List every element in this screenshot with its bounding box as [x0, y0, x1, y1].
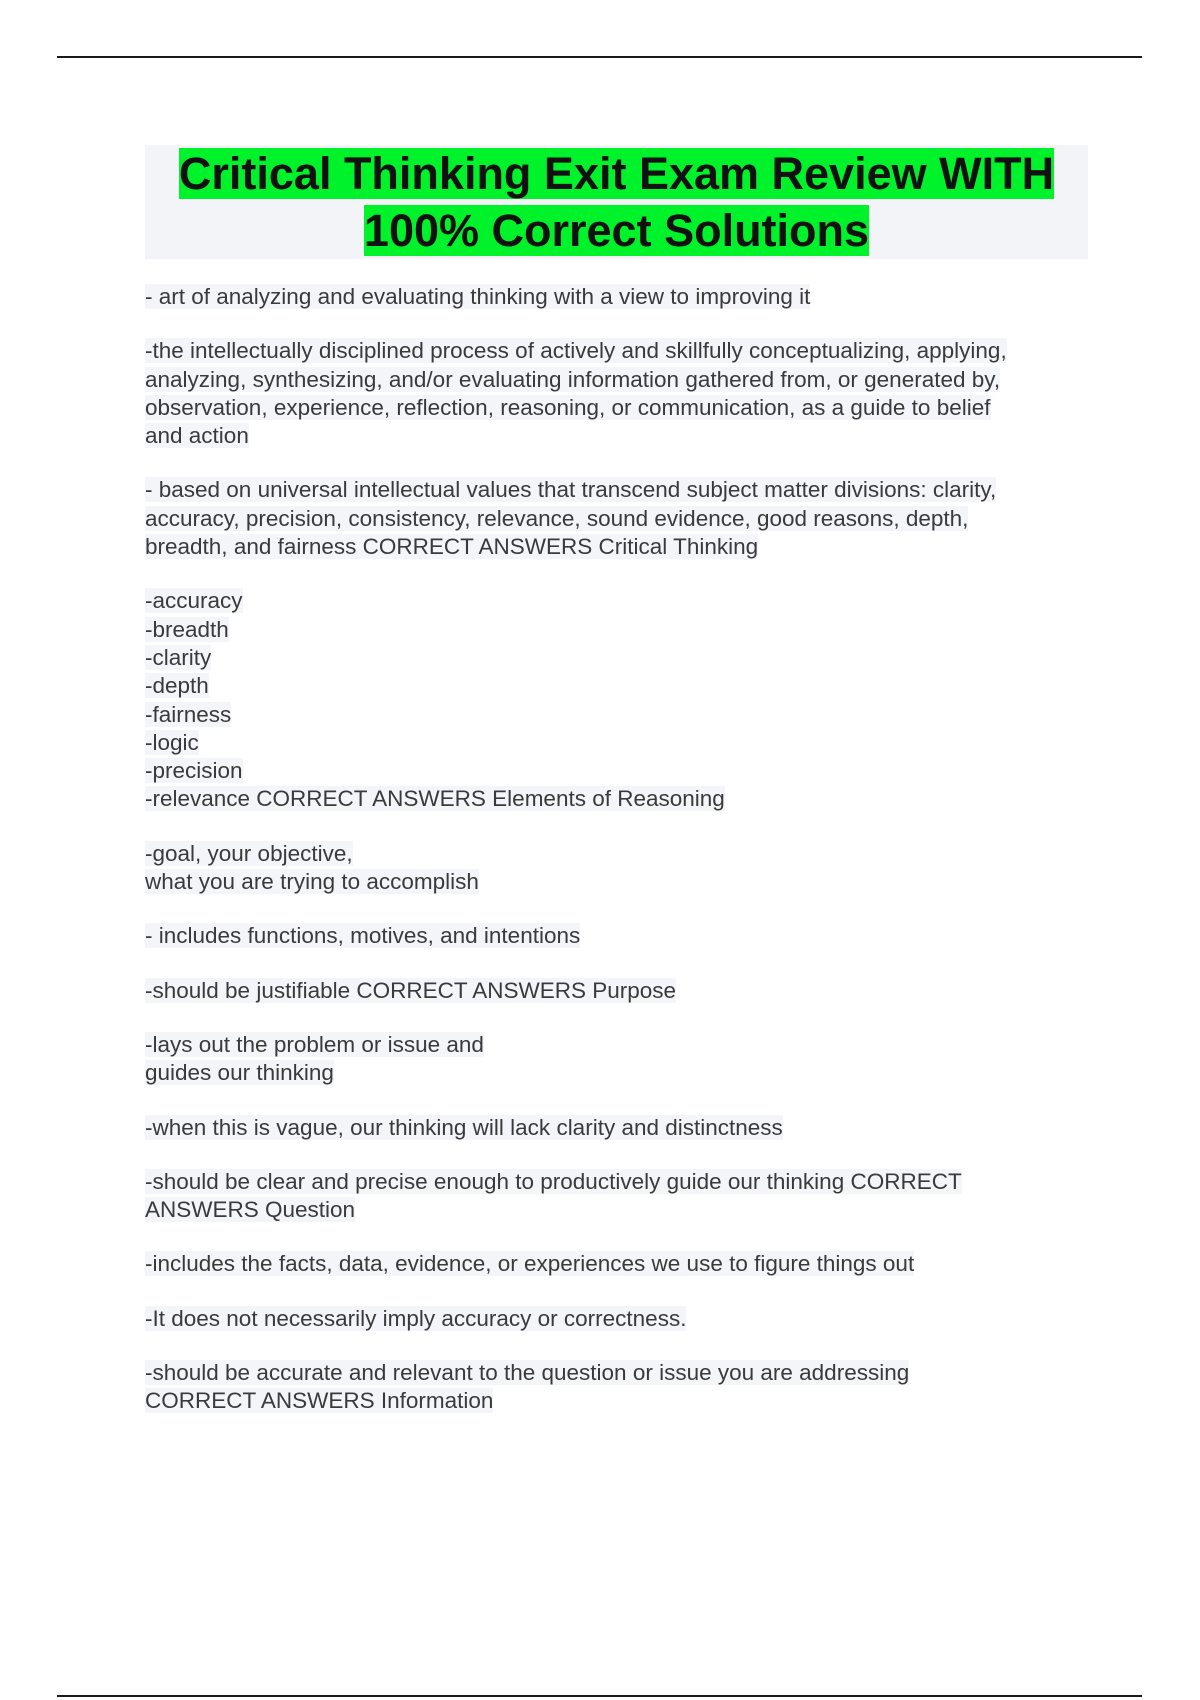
text-line [145, 422, 1105, 450]
text-line [145, 868, 1105, 896]
title-line-2: 100% Correct Solutions [363, 205, 870, 256]
text-line-content: guides our thinking [145, 1060, 334, 1086]
text-line-content: -goal, your objective, [145, 840, 353, 866]
document-title [145, 145, 1088, 259]
top-rule [57, 56, 1142, 58]
paragraph [145, 1305, 1105, 1333]
paragraph [145, 337, 1105, 450]
text-line [145, 1387, 1105, 1415]
paragraph [145, 1168, 1105, 1225]
paragraph [145, 283, 1105, 311]
text-line-content: -clarity [145, 644, 212, 670]
text-line-content: breadth, and fairness CORRECT ANSWERS Critical Thinking [145, 534, 759, 560]
text-line-content: -depth [145, 673, 209, 699]
text-line [145, 644, 1105, 672]
text-line [145, 1168, 1105, 1196]
text-line [145, 672, 1105, 700]
text-line-content: accuracy, precision, consistency, relevance, sound evidence, good reasons, depth, [145, 505, 969, 531]
text-line [145, 840, 1105, 868]
document-body [145, 283, 1105, 1442]
text-line [145, 337, 1105, 365]
paragraph [145, 977, 1105, 1005]
paragraph [145, 840, 1105, 897]
text-line-content: -should be clear and precise enough to productively guide our thinking CORRECT [145, 1168, 962, 1194]
text-line [145, 587, 1105, 615]
text-line-content: -logic [145, 729, 199, 755]
paragraph [145, 1114, 1105, 1142]
text-line-content: -includes the facts, data, evidence, or experiences we use to figure things out [145, 1251, 915, 1277]
text-line [145, 476, 1105, 504]
text-line-content: - based on universal intellectual values that transcend subject matter divisions: clarity, [145, 477, 997, 503]
text-line-content: -breadth [145, 616, 229, 642]
text-line-content: -should be justifiable CORRECT ANSWERS Purpose [145, 977, 677, 1003]
text-line [145, 701, 1105, 729]
title-block [145, 145, 1088, 259]
text-line [145, 616, 1105, 644]
text-line-content: - art of analyzing and evaluating thinking with a view to improving it [145, 284, 811, 309]
text-line-content: -fairness [145, 701, 232, 727]
text-line-content: analyzing, synthesizing, and/or evaluating information gathered from, or generated by, [145, 366, 1001, 392]
text-line [145, 1359, 1105, 1387]
text-line [145, 922, 1105, 950]
title-line-1: Critical Thinking Exit Exam Review WITH [178, 148, 1055, 199]
text-line-content: -lays out the problem or issue and [145, 1031, 484, 1057]
text-line [145, 1031, 1105, 1059]
text-line [145, 533, 1105, 561]
text-line [145, 1059, 1105, 1087]
text-line [145, 1305, 1105, 1333]
text-line [145, 1196, 1105, 1224]
text-line-content: observation, experience, reflection, reasoning, or communication, as a guide to belief [145, 394, 991, 420]
text-line [145, 729, 1105, 757]
text-line [145, 283, 1105, 311]
text-line [145, 1250, 1105, 1278]
text-line [145, 394, 1105, 422]
text-line [145, 757, 1105, 785]
text-line [145, 785, 1105, 813]
text-line-content: -It does not necessarily imply accuracy or correctness. [145, 1305, 687, 1331]
text-line-content: ANSWERS Question [145, 1197, 356, 1223]
text-line-content: what you are trying to accomplish [145, 869, 479, 895]
text-line [145, 977, 1105, 1005]
paragraph [145, 476, 1105, 561]
text-line-content: -precision [145, 758, 243, 784]
text-line-content: -relevance CORRECT ANSWERS Elements of Reasoning [145, 786, 725, 812]
text-line-content: -should be accurate and relevant to the question or issue you are addressing [145, 1360, 910, 1386]
text-line [145, 505, 1105, 533]
text-line-content: -the intellectually disciplined process of actively and skillfully conceptualizing, applying, [145, 338, 1007, 364]
text-line-content: - includes functions, motives, and intentions [145, 923, 581, 949]
text-line-content: and action [145, 423, 249, 449]
paragraph [145, 1250, 1105, 1278]
text-line-content: -when this is vague, our thinking will lack clarity and distinctness [145, 1114, 783, 1140]
bottom-rule [57, 1695, 1142, 1697]
paragraph [145, 922, 1105, 950]
text-line [145, 1114, 1105, 1142]
paragraph [145, 587, 1105, 813]
text-line-content: -accuracy [145, 588, 243, 614]
paragraph [145, 1031, 1105, 1088]
text-line [145, 366, 1105, 394]
paragraph [145, 1359, 1105, 1416]
text-line-content: CORRECT ANSWERS Information [145, 1388, 494, 1414]
